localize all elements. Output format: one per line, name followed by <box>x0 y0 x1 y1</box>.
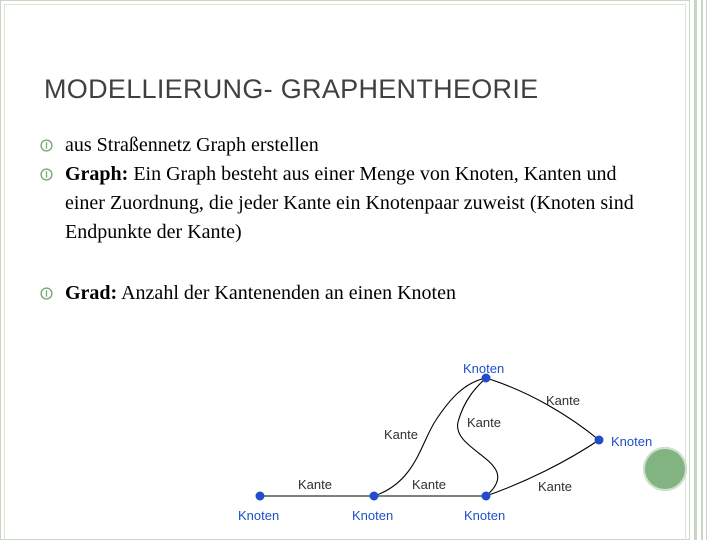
node-label: Knoten <box>463 361 505 376</box>
bullet-term: Grad: <box>65 282 118 304</box>
bullet-mark-icon <box>40 168 53 181</box>
bullet-text: Ein Graph besteht aus einer Menge von Knoten, Kanten und einer Zuordnung, die jeder Kante ein Knotenpaar zuweist (Knoten sind Endpunkte der Kante) <box>65 163 634 243</box>
graph-edge <box>458 378 498 496</box>
right-decoration-rail <box>692 0 720 540</box>
graph-node <box>595 436 604 445</box>
bullet-mark-icon <box>40 287 53 300</box>
graph-diagram <box>226 352 686 532</box>
bullet-item <box>40 160 640 247</box>
bullet-text: Anzahl der Kantenenden an einen Knoten <box>117 282 456 304</box>
bullet-list <box>40 131 640 308</box>
edge-label: Kante <box>538 479 572 494</box>
edge-label: Kante <box>298 477 332 492</box>
slide-title: MODELLIERUNG- GRAPHENTHEORIE <box>44 74 539 104</box>
graph-edge <box>486 378 599 440</box>
edge-label: Kante <box>546 393 580 408</box>
bullet-term: Graph: <box>65 163 129 185</box>
edge-label: Kante <box>467 415 501 430</box>
bullet-item <box>40 279 640 308</box>
bullet-text: aus Straßennetz Graph erstellen <box>65 134 319 156</box>
edge-label: Kante <box>412 477 446 492</box>
node-label: Knoten <box>352 508 394 523</box>
edge-label: Kante <box>384 427 418 442</box>
node-label: Knoten <box>464 508 506 523</box>
graph-node <box>370 492 379 501</box>
bullet-mark-icon <box>40 139 53 152</box>
bullet-item <box>40 131 640 160</box>
node-label: Knoten <box>611 434 653 449</box>
graph-node <box>482 492 491 501</box>
graph-node <box>256 492 265 501</box>
node-label: Knoten <box>238 508 280 523</box>
